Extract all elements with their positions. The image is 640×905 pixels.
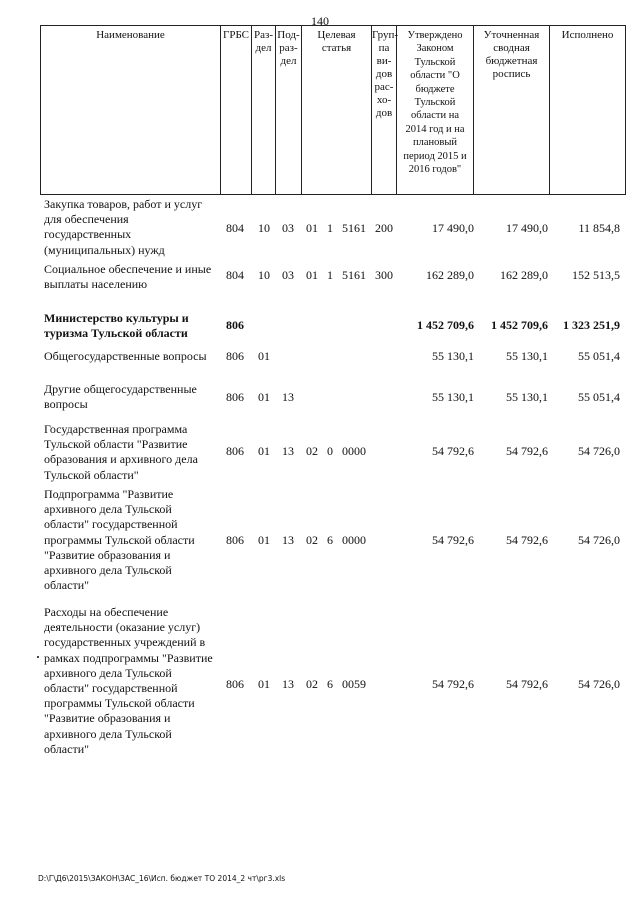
- row-0-target-3: 5161: [342, 221, 366, 235]
- row-1-target-3: 5161: [342, 268, 366, 282]
- row-7-name: Расходы на обеспечение деятельности (оказание услуг) государственных учреждений в рамках подпрограммы "Развитие архивного дела Тульской области" государственной программы Тульской области "Развитие образования и архивного дела Тульской области": [44, 605, 213, 756]
- row-4-approved: 55 130,1: [432, 390, 474, 404]
- row-3-refined: 55 130,1: [506, 349, 548, 363]
- row-6-podrazdel: 13: [282, 533, 294, 547]
- row-3-approved: 55 130,1: [432, 349, 474, 363]
- row-7-approved: 54 792,6: [432, 677, 474, 691]
- header-grbs: ГРБС: [221, 25, 252, 195]
- row-0-razdel: 10: [258, 221, 270, 235]
- row-7-grbs: 806: [226, 677, 244, 691]
- row-7-refined: 54 792,6: [506, 677, 548, 691]
- row-1-executed: 152 513,5: [572, 268, 620, 282]
- row-0-approved: 17 490,0: [432, 221, 474, 235]
- row-5-podrazdel: 13: [282, 444, 294, 458]
- row-5-refined: 54 792,6: [506, 444, 548, 458]
- header-name: Наименование: [40, 25, 221, 195]
- header-executed: Исполнено: [550, 25, 626, 195]
- header-razdel: Раз- дел: [252, 25, 276, 195]
- row-0-target-1: 01: [306, 221, 318, 235]
- row-7-razdel: 01: [258, 677, 270, 691]
- row-0-group: 200: [375, 221, 393, 235]
- row-5-target-2: 0: [327, 444, 333, 458]
- row-2-refined: 1 452 709,6: [491, 318, 548, 332]
- row-1-refined: 162 289,0: [500, 268, 548, 282]
- row-6-razdel: 01: [258, 533, 270, 547]
- row-6-grbs: 806: [226, 533, 244, 547]
- row-3-razdel: 01: [258, 349, 270, 363]
- row-1-group: 300: [375, 268, 393, 282]
- row-6-target-3: 0000: [342, 533, 366, 547]
- header-target: Целевая статья: [302, 25, 372, 195]
- row-4-grbs: 806: [226, 390, 244, 404]
- row-2-executed: 1 323 251,9: [563, 318, 620, 332]
- row-4-name: Другие общегосударственные вопросы: [44, 382, 197, 412]
- row-2-name: Министерство культуры и туризма Тульской области: [44, 311, 189, 341]
- row-4-podrazdel: 13: [282, 390, 294, 404]
- row-7-podrazdel: 13: [282, 677, 294, 691]
- row-0-grbs: 804: [226, 221, 244, 235]
- row-5-razdel: 01: [258, 444, 270, 458]
- row-7-target-2: 6: [327, 677, 333, 691]
- row-0-podrazdel: 03: [282, 221, 294, 235]
- row-7-target-3: 0059: [342, 677, 366, 691]
- row-6-target-1: 02: [306, 533, 318, 547]
- row-5-executed: 54 726,0: [578, 444, 620, 458]
- row-0-executed: 11 854,8: [578, 221, 620, 235]
- row-1-approved: 162 289,0: [426, 268, 474, 282]
- row-1-target-2: 1: [327, 268, 333, 282]
- row-5-target-3: 0000: [342, 444, 366, 458]
- row-5-name: Государственная программа Тульской области "Развитие образования и архивного дела Тульской области": [44, 422, 198, 482]
- header-approved: Утверждено Законом Тульской области "О бюджете Тульской области на 2014 год и на плановый период 2015 и 2016 годов": [397, 25, 474, 195]
- row-2-grbs: 806: [226, 318, 244, 332]
- row-1-name: Социальное обеспечение и иные выплаты населению: [44, 262, 212, 292]
- row-6-name: Подпрограмма "Развитие архивного дела Тульской области" государственной программы Тульской области "Развитие образования и архивного дела Тульской области": [44, 487, 195, 593]
- row-1-podrazdel: 03: [282, 268, 294, 282]
- page-number: 140: [311, 14, 329, 28]
- row-1-grbs: 804: [226, 268, 244, 282]
- header-podrazdel: Под- раз- дел: [276, 25, 302, 195]
- row-4-razdel: 01: [258, 390, 270, 404]
- row-7-target-1: 02: [306, 677, 318, 691]
- row-7-executed: 54 726,0: [578, 677, 620, 691]
- row-3-name: Общегосударственные вопросы: [44, 349, 207, 363]
- row-3-grbs: 806: [226, 349, 244, 363]
- row-6-executed: 54 726,0: [578, 533, 620, 547]
- row-5-grbs: 806: [226, 444, 244, 458]
- file-path-footer: D:\Г\Д6\2015\ЗАКОН\ЗАС_16\Исп. бюджет ТО 2014_2 чт\рг3.xls: [38, 874, 286, 883]
- row-6-target-2: 6: [327, 533, 333, 547]
- row-2-approved: 1 452 709,6: [417, 318, 474, 332]
- row-6-approved: 54 792,6: [432, 533, 474, 547]
- row-0-refined: 17 490,0: [506, 221, 548, 235]
- row-1-target-1: 01: [306, 268, 318, 282]
- row-3-executed: 55 051,4: [578, 349, 620, 363]
- row-1-razdel: 10: [258, 268, 270, 282]
- row-0-target-2: 1: [327, 221, 333, 235]
- row-6-refined: 54 792,6: [506, 533, 548, 547]
- header-refined: Уточненная сводная бюджетная роспись: [474, 25, 550, 195]
- row-5-approved: 54 792,6: [432, 444, 474, 458]
- scan-speck: [37, 656, 39, 658]
- row-4-refined: 55 130,1: [506, 390, 548, 404]
- row-5-target-1: 02: [306, 444, 318, 458]
- row-4-executed: 55 051,4: [578, 390, 620, 404]
- header-group: Груп- па ви- дов рас- хо- дов: [372, 25, 397, 195]
- row-0-name: Закупка товаров, работ и услуг для обеспечения государственных (муниципальных) нужд: [44, 197, 203, 257]
